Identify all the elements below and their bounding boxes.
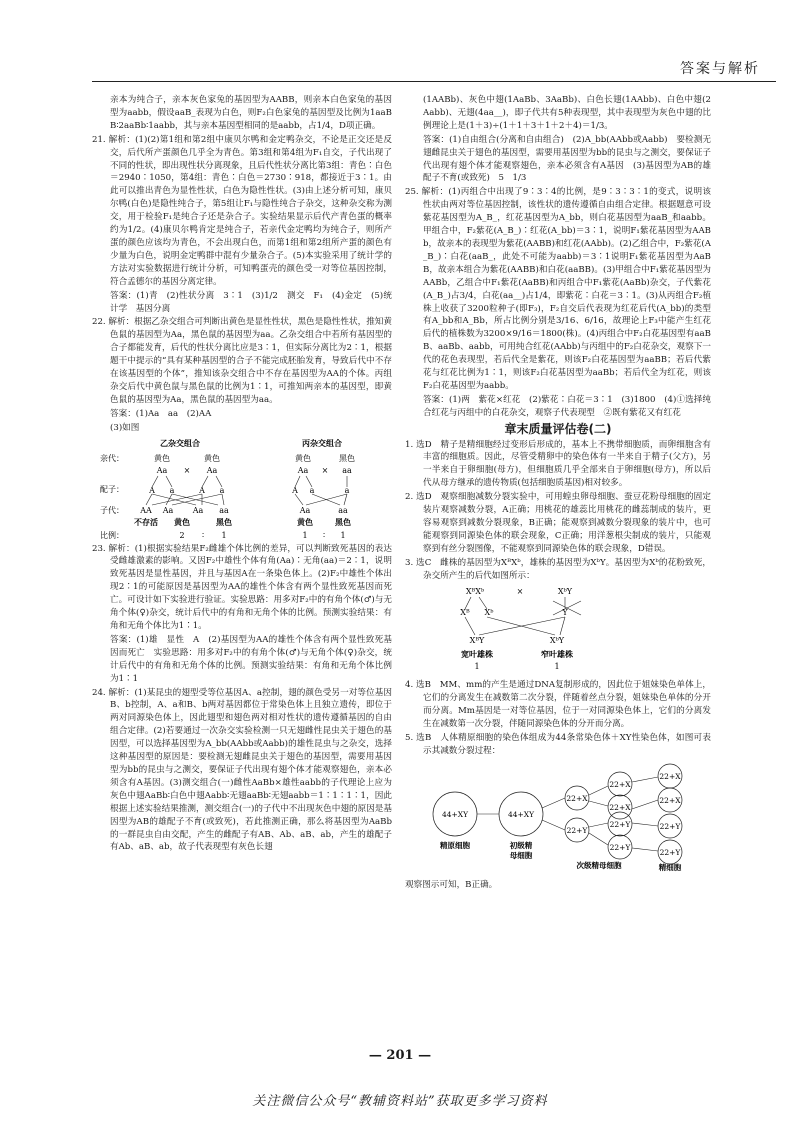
answer-22-explanation: 22. 解析：根据乙杂交组合可判断出黄色是显性性状，黑色是隐性性状，推知黄色鼠的基因型为Aa，黑色鼠的基因型为aa。乙杂交组合中若所有基因型的合子都能发育，后代的性状分离比应是3∶1，但实际分离比为2∶1，根据题干中提示的“具有某种基因型的合子不能完成胚胎发育，导致后代中不存在该基因型的个体”，推知该杂交组合中不存在基因型为AA的个体。丙组杂交后代中黄色鼠与黑色鼠的比例为1∶1，可推知两亲本的基因型，即黄色鼠的基因型为Aa，黑色鼠的基因型为aa。 [92, 317, 392, 405]
cell-label-sy2: 22+Y [609, 842, 631, 852]
right-column [405, 94, 711, 893]
answer-22: 答案：(1)Aa aa (2)AA [110, 408, 212, 419]
cross-lines [146, 476, 347, 505]
answer-2: 2. 选D 观察细胞减数分裂实验中，可用蝗虫卵母细胞、蚕豆花粉母细胞的固定装片观察减数分裂，A正确；用桃花的雄蕊比用桃花的雌蕊制成的装片，更容易观察到减数分裂现象，B正确；能观察到减数分裂现象的装片中，也可能观察到同源染色体的联会现象，C正确；用洋葱根尖制成的装片，只能观察到有丝分裂图像，不能观察到同源染色体的联会现象，D错误。 [405, 492, 711, 554]
offspring-right-1: Aa [299, 505, 311, 515]
offspring-left-2: Aa [162, 505, 174, 515]
answer-5-conclusion: 观察图示可知，B正确。 [405, 879, 498, 890]
phenotype-right-1: 黄色 [297, 516, 313, 527]
parent-right-1: 黄色 [295, 453, 311, 463]
ratio-right-1: 1 [302, 530, 308, 540]
answer-21-explanation: 21. 解析：(1)(2)第1组和第2组中康贝尔鸭和金定鸭杂交，不论是正交还是反交，后代所产蛋颜色几乎全为青色。第3组和第4组为F₁自交，子代出现了不同的性状，即出现性状分离现象，且后代性状分离比第3组：青色∶白色＝2940∶1050，第4组：青色∶白色＝2730∶918，都接近于3∶1。由此可以推出青色为显性性状，白色为隐性性状。(3)由上述分析可知，康贝尔鸭(白色)是隐性纯合子，第5组让F₁与隐性纯合子杂交，这种杂交称为测交，用于检验F₁是纯合子还是杂合子。实验结果显示后代产青色蛋的概率约为1/2。(4)康贝尔鸭肯定是纯合子，若亲代金定鸭均为纯合子，则所产蛋的颜色应该均为青色，不会出现白色，而第1组和第2组所产蛋的颜色有少量为白色，说明金定鸭群中混有少量杂合子。(5)本实验采用了统计学的方法对实验数据进行统计分析，可知鸭蛋壳的颜色受一对等位基因控制，符合孟德尔的基因分离定律。 [92, 134, 392, 287]
answer-24: 答案：(1)自由组合(分离和自由组合) (2)A_bb(AAbb或Aabb) 要检测无翅雌昆虫关于翅色的基因型，需要用基因型为bb的昆虫与之测交，要保证子代出现有翅个体才能观察翅色，亲本必须含有A基因 (3)基因型为AB的雄配子不育(或致死) 5 1/3 [423, 134, 711, 184]
cell-label-secondary-x: 22+X [566, 793, 588, 803]
answer-23-explanation: 23. 解析：(1)根据实验结果F₂雌雄个体比例的差异，可以判断致死基因的表达受雌雄激素的影响。又因F₂中雄性个体有角(Aa)∶无角(aa)＝2∶1，说明致死基因是显性基因，并且与基因A在一条染色体上。(2)F₂中雄性个体出现2∶1的可能原因是基因型为AA的雄性个体含有两个显性致死基因而死亡。可设计如下实验进行验证。实验思路：用多对F₂中的有角个体(♂)与无角个体(♀)杂交，统计后代中的有角和无角个体的比例。预测实验结果：有角和无角个体比为1∶1。 [92, 543, 392, 631]
phenotype-left-3: 黑色 [216, 516, 232, 527]
cell-label-sy1: 22+Y [609, 819, 631, 829]
answer-23: 答案：(1)雄 显性 A (2)基因型为AA的雄性个体含有两个显性致死基因而死亡 实验思路：用多对F₂中的有角个体(♂)与无角个体(♀)杂交，统计后代中的有角和无角个体的比例。预测实验结果：有角和无角个体比例为1∶1 [110, 634, 392, 684]
gamete-right-3: a [344, 485, 350, 495]
gamete-y: Y [562, 607, 568, 617]
cell-label-sx1: 22+X [609, 779, 631, 789]
meiosis-cells [433, 764, 682, 864]
meiosis-diagram [425, 762, 711, 877]
offspring-left-4: aa [219, 505, 229, 515]
parents-label: 亲代： [100, 453, 124, 463]
cross-symbol-right: × [321, 465, 329, 475]
answer-22-figure-note: (3)如图 [110, 422, 140, 433]
answer-1: 1. 选D 精子是精细胞经过变形后形成的，基本上不携带细胞质，而卵细胞含有丰富的细胞质。因此，尽管受精卵中的染色体有一半来自于精子(父方)，另一半来自于卵细胞(母方)，但细胞质几乎全部来自于卵细胞(母方)，所以后代从母方继承的遗传物质(包括细胞质基因)相对较多。 [405, 439, 711, 489]
meiosis-arrows [477, 777, 658, 851]
cell-label-sx2: 22+X [609, 802, 631, 812]
answer-4: 4. 选B MM、mm的产生是通过DNA复制形成的，因此位于姐妹染色单体上，它们的分离发生在减数第二次分裂，伴随着丝点分裂，姐妹染色单体的分开而分离。Mm基因是一对等位基因，位于一对同源染色体上，它们的分离发生在减数第一次分裂，伴随同源染色体的分开而分离。 [405, 680, 711, 730]
cross-diagram-svg [100, 437, 390, 541]
paragraph-continued: 亲本为纯合子，亲本灰色家兔的基因型为AABB，则亲本白色家兔的基因型为aabb，假设aaB_表现为白色，则F₂白色家兔的基因型及比例为1aaBB∶2aaBb∶1aabb，其与亲本基因型相同的是aabb，占1/4，D项正确。 [110, 95, 392, 131]
footer-note: 关注微信公众号“教辅资料站”获取更多学习资料 [252, 1094, 548, 1109]
section-title: 章末质量评估卷(二) [504, 421, 612, 436]
gamete-left-1: A [149, 485, 155, 495]
gamete-label: 配子： [100, 484, 124, 494]
cross-symbol-left: × [183, 465, 191, 475]
parent-male: XᵇY [557, 586, 573, 596]
stage-spermatid: 精细胞 [658, 862, 682, 872]
offspring-left-1: AA [140, 505, 152, 515]
answer-25-explanation: 25. 解析：(1)丙组合中出现了9∶3∶4的比例，是9∶3∶3∶1的变式，说明该性状由两对等位基因控制，该性状的遗传遵循自由组合定律。根据题意可设紫花基因型为A_B_，红花基因型为A_bb，则白花基因型为aaB_和aabb。甲组合中，F₂紫花(A_B_)∶红花(A_bb)＝3∶1，说明F₁紫花基因型为AABb，故亲本的表现型为紫花(AABB)和红花(AAbb)。(2)乙组合中，F₂紫花(A_B_)∶白花(aaB_，此处不可能为aabb)＝3∶1说明F₁紫花基因型为AaBB，故亲本组合为紫花(AABB)和白花(aaBB)。(3)甲组合中F₁紫花基因型为AABb，乙组合中F₁紫花(AaBB)和丙组合中F₁紫花(AaBb)杂交，子代紫花(A_B_)占3/4，白花(aa__)占1/4，即紫花∶白花＝3∶1。(3)从丙组合F₂植株上收获了3200粒种子(即F₃)，F₂自交后代表现为红花后代(A_bb)的类型有A_bb和A_Bb，所占比例分别是3/16、6/16，故理论上F₃中能产生红花后代的植株数为3200×9/16＝1800(株)。(4)丙组合中F₂白花基因型有aaBB、aaBb、aabb，可用纯合红花(AAbb)与丙组中的F₂白花杂交，观察下一代的花色表现型，若后代全是紫花，则该F₂白花基因型为aaBB；若后代紫花与红花比例为1∶1，则该F₂白花基因型为aaBb；若后代全为红花，则该F₂白花基因型为aabb。 [405, 187, 711, 391]
answer-21: 答案：(1)青 (2)性状分离 3∶1 (3)1/2 测交 F₁ (4)金定 (5)统计学 基因分离 [110, 290, 392, 314]
phenotype-left-1: 不存活 [134, 516, 158, 527]
cell-label-secondary-y: 22+Y [566, 825, 588, 835]
gamete-left-2: a [169, 485, 175, 495]
genotype-left-2: Aa [206, 465, 218, 475]
gamete-left-4: a [219, 485, 225, 495]
inheritance-diagram-svg [435, 585, 635, 671]
gamete-xb-lower: Xᵇ [484, 607, 494, 617]
label-broad-leaf-male: 宽叶雄株 [461, 648, 493, 659]
ratio-left-1: 2 [179, 530, 185, 540]
stage-primary-1: 初级精 [509, 840, 533, 850]
cell-label-ty1: 22+Y [659, 821, 681, 831]
ratio-narrow: 1 [554, 661, 560, 671]
cell-label-tx2: 22+X [659, 795, 681, 805]
ratio-broad: 1 [474, 661, 480, 671]
answer-24-explanation: 24. 解析：(1)某昆虫的翅型受等位基因A、a控制，翅的颜色受另一对等位基因B、b控制，A、a和B、b两对基因都位于常染色体上且独立遗传，即位于两对同源染色体上，因此翅型和翅色两对相对性状的遗传遵循基因的自由组合定律。(2)若要通过一次杂交实验检测一只无翅雌性昆虫关于翅色的基因型，可以选择基因型为A_bb(AAbb或Aabb)的雄性昆虫与之杂交，选择这种基因型的原因是：要检测无翅雌昆虫关于翅色的基因型，需要用基因型为bb的昆虫与之测交，要保证子代出现有翅个体才能观察翅色，亲本必须含有A基因。(3)测交组合(一)雌性AaBb×雄性aabb的子代理论上应为灰色中翅AaBb∶白色中翅Aabb∶无翅aaBb∶无翅aabb＝1∶1∶1∶1，因此根据上述实验结果推测，测交组合(一)的子代中不出现灰色中翅的原因是基因型为AB的雄配子不育(或致死)，若此推测正确，那么将基因型为AaBb的一群昆虫自由交配，产生的雌配子有AB、Ab、aB、ab，产生的雄配子有Ab、aB、ab，故子代表现型有灰色长翅 [92, 687, 392, 853]
cell-label-spermatogonium: 44+XY [441, 809, 469, 819]
parent-left-2: 黄色 [204, 453, 220, 463]
meiosis-diagram-svg [425, 762, 695, 872]
offspring-broad: XᴮY [469, 635, 485, 645]
ratio-right-2: 1 [340, 530, 346, 540]
label-narrow-leaf-male: 窄叶雄株 [541, 648, 573, 659]
offspring-right-2: aa [338, 505, 348, 515]
phenotype-right-2: 黑色 [335, 516, 351, 527]
parent-right-2: 黑色 [339, 453, 355, 463]
header-rule [92, 81, 776, 82]
phenotype-left-2: 黄色 [174, 516, 190, 527]
ratio-left-sep: ∶ [201, 530, 205, 540]
cell-label-tx1: 22+X [659, 771, 681, 781]
cross-symbol: × [516, 586, 524, 596]
answer-5: 5. 选B 人体精原细胞的染色体组成为44条常染色体＋XY性染色体，如图可表示其减数分裂过程： [405, 733, 711, 756]
left-column [92, 94, 392, 855]
stage-spermatogonium: 精原细胞 [440, 840, 470, 850]
page-number: — 201 — [368, 1048, 432, 1063]
cell-label-primary: 44+XY [507, 809, 535, 819]
stage-secondary: 次级精母细胞 [576, 860, 622, 870]
cross-left-title: 乙杂交组合 [160, 437, 200, 448]
page-header [0, 0, 800, 88]
cross-right-title: 丙杂交组合 [302, 437, 342, 448]
offspring-left-3: Aa [192, 505, 204, 515]
cell-label-ty2: 22+Y [659, 847, 681, 857]
genotype-right-1: Aa [297, 465, 309, 475]
parent-female: XᴮXᵇ [465, 586, 485, 596]
inheritance-diagram [435, 585, 711, 676]
gamete-right-2: a [309, 485, 315, 495]
cross-diagram [98, 437, 392, 541]
gamete-right-1: A [292, 485, 298, 495]
genotype-right-2: aa [342, 465, 352, 475]
answer-25: 答案：(1)两 紫花×红花 (2)紫花∶白花＝3∶1 (3)1800 (4)①选择纯合红花与丙组中的白花杂交，观察子代表现型 ②既有紫花又有红花 [423, 394, 711, 418]
answer-24-continued: (1AABb)、灰色中翅(1AaBb、3AaBb)、白色长翅(1AAbb)、白色中翅(2Aabb)、无翅(4aa__)，即子代共有5种表现型，其中表现型为灰色中翅的比例理论上是(1＋3)÷(1＋1＋3＋1＋2＋4)＝1/3。 [423, 95, 711, 131]
answer-3: 3. 选C 雌株的基因型为XᴮXᵇ，雄株的基因型为XᵇY。基因型为Xᵇ的花粉致死，杂交所产生的后代如图所示： [405, 557, 711, 581]
ratio-label: 比例： [100, 530, 124, 540]
gamete-left-3: A [199, 485, 205, 495]
gamete-xb-upper: Xᴮ [460, 607, 470, 617]
genotype-left-1: Aa [156, 465, 168, 475]
parent-left-1: 黄色 [154, 453, 170, 463]
stage-primary-2: 母细胞 [509, 850, 533, 860]
ratio-right-sep: ∶ [322, 530, 326, 540]
offspring-label: 子代： [100, 505, 124, 515]
offspring-narrow: XᵇY [549, 635, 565, 645]
header-title: 答案与解析 [680, 61, 760, 77]
ratio-left-2: 1 [221, 530, 227, 540]
